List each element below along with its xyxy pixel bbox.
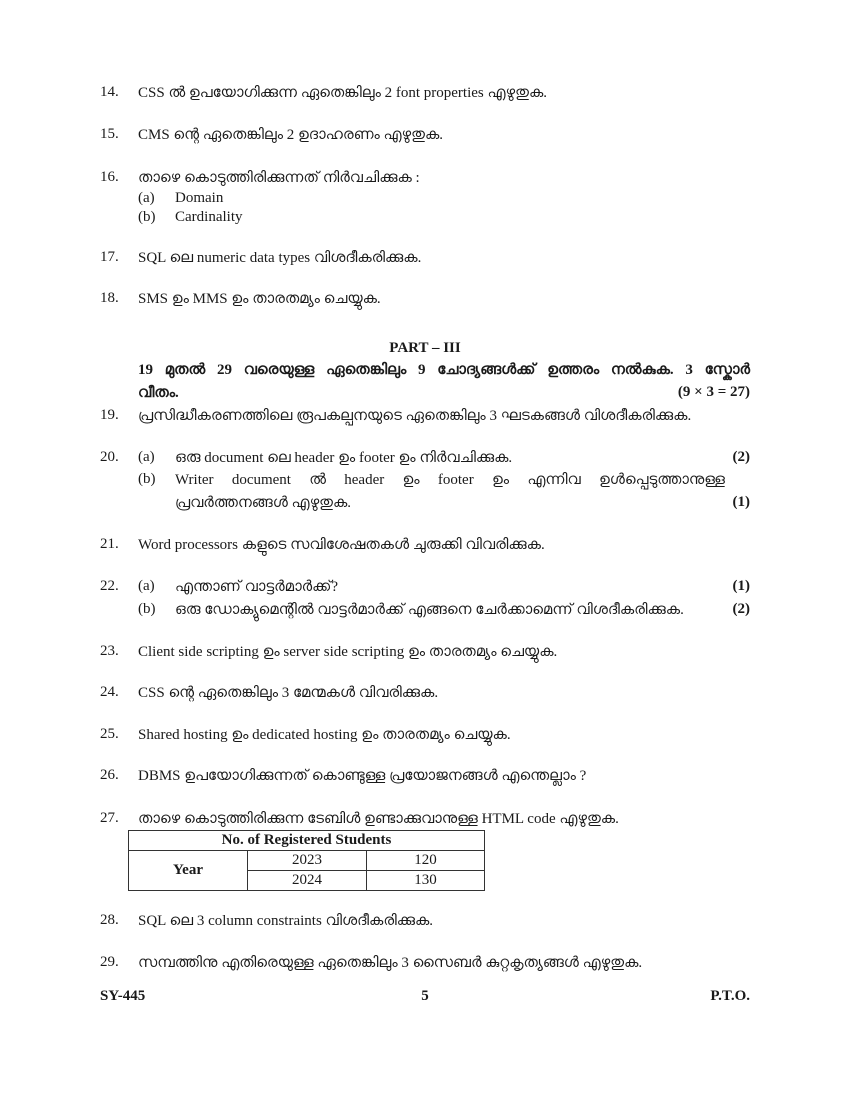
question-text: താഴെ കൊടുത്തിരിക്കുന്ന ടേബിൾ ഉണ്ടാക്കുവാനുള്ള HTML code എഴുതുക. (138, 811, 619, 827)
question-number: 19. (100, 407, 119, 423)
sub-text: ഒരു document ലെ header ഉം footer ഉം നിർവചിക്കുക. (175, 450, 513, 466)
sub-label: (a) (138, 190, 155, 206)
sub-marks: (1) (732, 494, 750, 510)
question-text: Client side scripting ഉം server side scripting ഉം താരതമ്യം ചെയ്യുക. (138, 644, 558, 660)
part-instruction-cont: വീതം. (138, 385, 179, 401)
pto-label: P.T.O. (710, 988, 750, 1004)
question-text: SMS ഉം MMS ഉം താരതമ്യം ചെയ്യുക. (138, 291, 381, 307)
question-text: Word processors കളുടെ സവിശേഷതകൾ ചുരുക്കി വിവരിക്കുക. (138, 537, 545, 553)
question-number: 16. (100, 169, 119, 185)
question-text: CSS ൽ ഉപയോഗിക്കുന്ന ഏതെങ്കിലും 2 font properties എഴുതുക. (138, 85, 548, 101)
question-text: SQL ലെ numeric data types വിശദീകരിക്കുക. (138, 250, 422, 266)
question-number: 26. (100, 767, 119, 783)
sub-text: ഒരു ഡോക്യുമെന്റിൽ വാട്ടർമാർക്ക് എങ്ങനെ ചേർക്കാമെന്ന് വിശദീകരിക്കുക. (175, 602, 684, 618)
question-number: 17. (100, 249, 119, 265)
table-cell-year: 2024 (248, 871, 367, 891)
sub-label: (a) (138, 449, 155, 465)
question-number: 21. (100, 536, 119, 552)
table-row-label: Year (129, 851, 248, 891)
part-title: PART – III (389, 340, 461, 356)
question-number: 18. (100, 290, 119, 306)
sub-text: Cardinality (175, 209, 243, 225)
question-number: 22. (100, 578, 119, 594)
sub-text-cont: പ്രവർത്തനങ്ങൾ എഴുതുക. (175, 495, 352, 511)
sub-label: (b) (138, 471, 156, 487)
question-text: SQL ലെ 3 column constraints വിശദീകരിക്കുക. (138, 913, 434, 929)
question-text: CMS ന്റെ ഏതെങ്കിലും 2 ഉദാഹരണം എഴുതുക. (138, 127, 444, 143)
question-number: 20. (100, 449, 119, 465)
sub-marks: (2) (732, 601, 750, 617)
sub-marks: (2) (732, 449, 750, 465)
table-cell-value: 130 (367, 871, 485, 891)
table-header: No. of Registered Students (129, 831, 485, 851)
sub-marks: (1) (732, 578, 750, 594)
question-number: 15. (100, 126, 119, 142)
table-row (129, 851, 485, 871)
question-number: 23. (100, 643, 119, 659)
sub-label: (b) (138, 601, 156, 617)
part-instruction: 19 മുതൽ 29 വരെയുള്ള ഏതെങ്കിലും 9 ചോദ്യങ്ങൾക്ക് ഉത്തരം നൽകുക. 3 സ്കോർ (138, 362, 750, 378)
page-number: 5 (421, 988, 429, 1004)
question-number: 27. (100, 810, 119, 826)
question-number: 14. (100, 84, 119, 100)
sub-text: എന്താണ് വാട്ടർമാർക്ക്? (175, 579, 339, 595)
sub-label: (a) (138, 578, 155, 594)
question-text: Shared hosting ഉം dedicated hosting ഉം താരതമ്യം ചെയ്യുക. (138, 727, 511, 743)
question-text: പ്രസിദ്ധീകരണത്തിലെ രൂപകല്പനയുടെ ഏതെങ്കിലും 3 ഘടകങ്ങൾ വിശദീകരിക്കുക. (138, 408, 692, 424)
question-number: 29. (100, 954, 119, 970)
question-number: 28. (100, 912, 119, 928)
sub-label: (b) (138, 209, 156, 225)
part-marks: (9 × 3 = 27) (677, 384, 750, 400)
question-text: CSS ന്റെ ഏതെങ്കിലും 3 മേന്മകൾ വിവരിക്കുക. (138, 685, 439, 701)
table-cell-year: 2023 (248, 851, 367, 871)
question-number: 25. (100, 726, 119, 742)
paper-code: SY-445 (100, 988, 146, 1004)
question-number: 24. (100, 684, 119, 700)
table-cell-value: 120 (367, 851, 485, 871)
question-text: താഴെ കൊടുത്തിരിക്കുന്നത് നിർവചിക്കുക : (138, 170, 420, 186)
question-text: സമ്പത്തിനു എതിരെയുള്ള ഏതെങ്കിലും 3 സൈബർ കുറ്റകൃത്യങ്ങൾ എഴുതുക. (138, 955, 643, 971)
question-text: DBMS ഉപയോഗിക്കുന്നത് കൊണ്ടുള്ള പ്രയോജനങ്ങൾ എന്തെല്ലാം ? (138, 768, 587, 784)
sub-text: Domain (175, 190, 224, 206)
sub-text: Writer document ൽ header ഉം footer ഉം എന്നിവ ഉൾപ്പെടുത്താനുള്ള (175, 472, 725, 488)
registered-students-table (128, 830, 485, 891)
